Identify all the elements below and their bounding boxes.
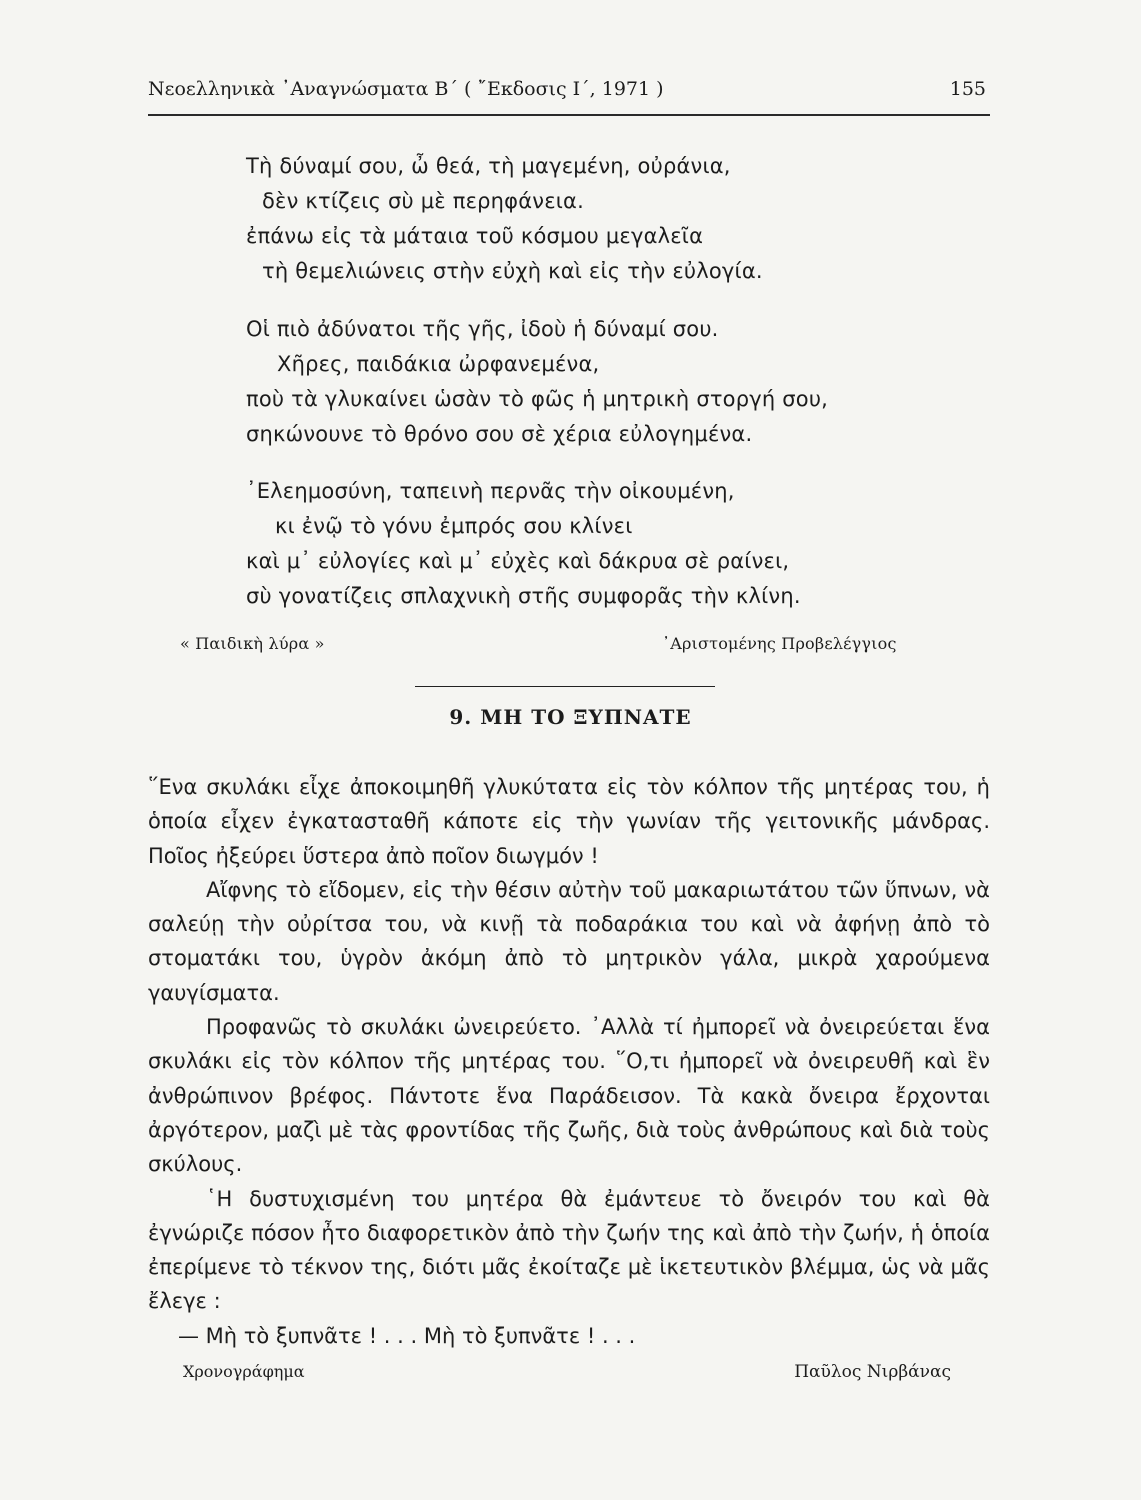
poem-line: σὺ γονατίζεις σπλαχνικὴ στῆς συμφορᾶς τὴν κλίνη. <box>246 584 801 608</box>
poem-line: ποὺ τὰ γλυκαίνει ὡσὰν τὸ φῶς ἡ μητρικὴ στοργή σου, <box>246 387 829 411</box>
poem-line: καὶ μ᾿ εὐλογίες καὶ μ᾿ εὐχὲς καὶ δάκρυα σὲ ραίνει, <box>246 549 790 573</box>
header-rule <box>148 114 990 116</box>
poem-line: ᾿Ελεημοσύνη, ταπεινὴ περνᾶς τὴν οἰκουμένη, <box>246 479 735 503</box>
page-number: 155 <box>949 78 986 100</box>
running-title: Νεοελληνικὰ ᾿Αναγνώσματα Β΄ ( ῎Εκδοσις Ι΄, 1971 ) <box>148 78 664 100</box>
prose-dialogue: — Μὴ τὸ ξυπνᾶτε ! . . . Μὴ τὸ ξυπνᾶτε ! . . . <box>178 1323 636 1348</box>
prose-author: Παῦλος Νιρβάνας <box>794 1362 951 1382</box>
section-title: 9. ΜΗ ΤΟ ΞΥΠΝΑΤΕ <box>449 705 692 729</box>
poem-line: κι ἐνῷ τὸ γόνυ ἐμπρός σου κλίνει <box>275 514 633 538</box>
prose-paragraph: ῾Η δυστυχισμένη του μητέρα θὰ ἐμάντευε τὸ ὄνειρόν του καὶ θὰ ἐγνώριζε πόσον ἦτο διαφορετικὸν ἀπὸ τὴν ζωήν της καὶ ἀπὸ τὴν ζωήν, ἡ ὁποία ἐπερίμενε τὸ τέκνον της, διότι μᾶς ἐκοίταζε μὲ ἱκετευτικὸν βλέμμα, ὡς νὰ μᾶς ἔλεγε : <box>148 1186 990 1314</box>
poem-author: ᾿Αριστομένης Προβελέγγιος <box>662 634 897 653</box>
poem-source: « Παιδικὴ λύρα » <box>180 634 325 653</box>
poem-line: σηκώνουνε τὸ θρόνο σου σὲ χέρια εὐλογημένα. <box>246 422 753 446</box>
poem-line: Χῆρες, παιδάκια ὠρφανεμένα, <box>277 352 600 376</box>
poem-line: Τὴ δύναμί σου, ὦ θεά, τὴ μαγεμένη, οὐράνια, <box>246 154 731 178</box>
genre-label: Χρονογράφημα <box>183 1362 305 1381</box>
poem-line: δὲν κτίζεις σὺ μὲ περηφάνεια. <box>262 189 584 213</box>
poem-line: τὴ θεμελιώνεις στὴν εὐχὴ καὶ εἰς τὴν εὐλογία. <box>262 259 763 283</box>
prose-paragraph: Προφανῶς τὸ σκυλάκι ὠνειρεύετο. ᾿Αλλὰ τί ἠμπορεῖ νὰ ὀνειρεύεται ἕνα σκυλάκι εἰς τὸν κόλπον τῆς μητέρας του. ῞Ο,τι ἠμπορεῖ νὰ ὀνειρευθῆ καὶ ἓν ἀνθρώπινον βρέφος. Πάντοτε ἕνα Παράδεισον. Τὰ κακὰ ὄνειρα ἔρχονται ἀργότερον, μαζὶ μὲ τὰς φροντίδας τῆς ζωῆς, διὰ τοὺς ἀνθρώπους καὶ διὰ τοὺς σκύλους. <box>148 1015 990 1177</box>
section-divider <box>415 686 715 687</box>
prose-body <box>148 770 990 1353</box>
prose-paragraph: Αἴφνης τὸ εἴδομεν, εἰς τὴν θέσιν αὐτὴν τοῦ μακαριωτάτου τῶν ὕπνων, νὰ σαλεύῃ τὴν οὐρίτσα του, νὰ κινῇ τὰ ποδαράκια του καὶ νὰ ἀφήνῃ ἀπὸ τὸ στοματάκι του, ὑγρὸν ἀκόμη ἀπὸ τὸ μητρικὸν γάλα, μικρὰ χαρούμενα γαυγίσματα. <box>148 877 990 1005</box>
page-header <box>148 78 990 108</box>
poem-line: Οἱ πιὸ ἀδύνατοι τῆς γῆς, ἰδοὺ ἡ δύναμί σου. <box>246 317 719 341</box>
poem-line: ἐπάνω εἰς τὰ μάταια τοῦ κόσμου μεγαλεῖα <box>246 224 704 248</box>
prose-paragraph: ῞Ενα σκυλάκι εἶχε ἀποκοιμηθῆ γλυκύτατα εἰς τὸν κόλπον τῆς μητέρας του, ἡ ὁποία εἶχεν ἐγκατασταθῆ κάποτε εἰς τὴν γωνίαν τῆς γειτονικῆς μάνδρας. Ποῖος ἠξεύρει ὕστερα ἀπὸ ποῖον διωγμόν ! <box>148 775 990 868</box>
